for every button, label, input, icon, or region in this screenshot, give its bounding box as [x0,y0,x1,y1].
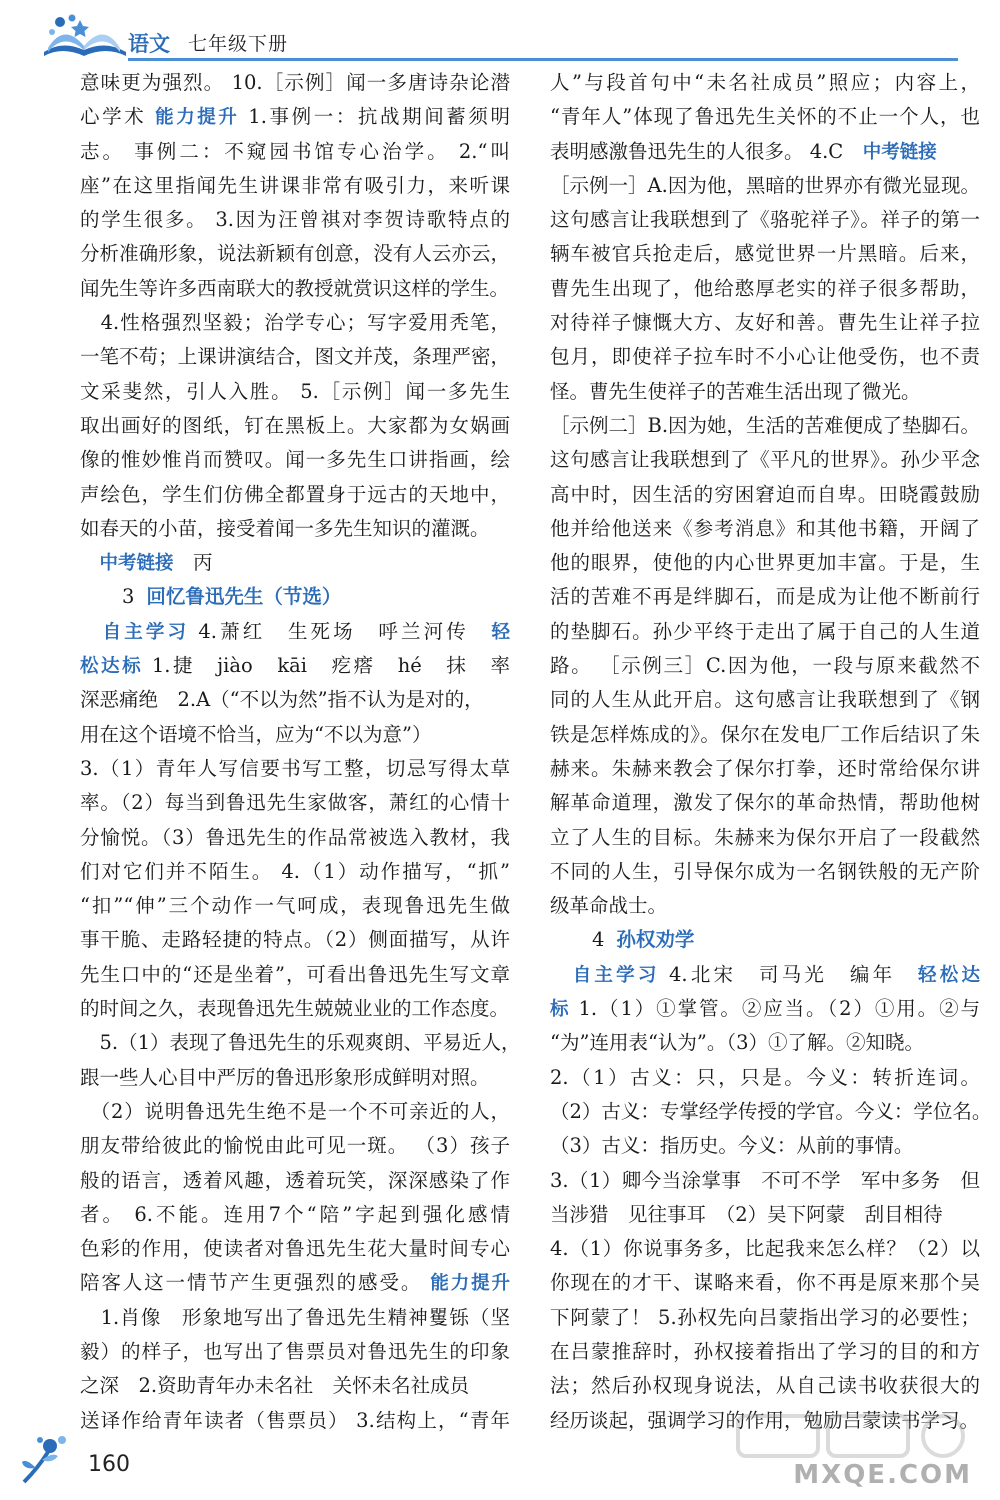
line-text: 1.事例一：抗战期间蓄须明 [239,105,510,129]
line-text [80,551,100,574]
line-text: 铁是怎样炼成的》。保尔在发电厂工作后结识了朱 [550,722,980,746]
line-text: 他并给他送来《参考消息》和其他书籍，开阔了 [550,516,980,540]
text-line [80,1095,510,1129]
text-line [80,135,510,169]
section-keyword: 标 [550,999,571,1021]
line-text: 一笔不苟；上课讲演结合，图文并茂，条理严密， [80,345,510,369]
text-line [550,1232,980,1266]
line-text: 同的人生从此开启。这句感言让我联想到了《钢 [550,688,980,712]
text-line [550,100,980,134]
text-line [550,66,980,100]
text-line [80,1232,510,1266]
line-text: 5.（1）表现了鲁迅先生的乐观爽朗、平易近人， [80,1031,521,1055]
text-line [550,855,980,889]
section-number: 4 [592,928,605,952]
text-line [80,992,510,1026]
text-line [550,409,980,443]
text-line [550,889,980,923]
line-text: 如春天的小苗，接受着闻一多先生知识的灌溉。 [80,516,490,540]
line-text: 陪客人这一情节产生更强烈的感受。 [80,1271,431,1295]
line-text: 色彩的作用，使读者对鲁迅先生花大量时间专心 [80,1237,510,1261]
line-text: 座”在这里指闻先生讲课非常有吸引力，来听课 [80,173,510,197]
line-text: 分析准确形象，说法新颖有创意，没有人云亦云， [80,242,510,266]
text-line [80,649,510,683]
page-header [40,12,980,60]
line-text: “为”连用表“认为”。（3）①了解。②知晓。 [550,1031,925,1055]
line-text: 4.萧红 生死场 呼兰河传 [189,619,492,643]
line-text: （3）古义：指历史。今义：从前的事情。 [550,1134,914,1158]
line-text: 3.（1）青年人写信要书写工整，切忌写得太草 [80,756,510,780]
text-line [80,889,510,923]
flower-decoration-icon [18,1418,88,1488]
line-text: （2）说明鲁迅先生绝不是一个不可亲近的人， [80,1099,510,1123]
text-line [80,306,510,340]
section-title [550,923,980,957]
text-line [550,718,980,752]
text-line [80,512,510,546]
text-line [80,409,510,443]
line-text: 路。 ［示例三］C.因为他，一段与原来截然不 [550,654,980,678]
line-text: 4.性格强烈坚毅；治学专心；写字爱用秃笔， [80,311,510,335]
text-line [80,478,510,512]
section-keyword: 自主学习 [102,621,190,643]
text-line [550,786,980,820]
line-text: 怪。曹先生使祥子的苦难生活出现了微光。 [550,379,921,403]
line-text: 经历谈起，强调学习的作用，勉励吕蒙读书学习。 [550,1408,980,1432]
text-line [80,546,510,580]
section-number: 3 [122,585,135,609]
text-line [80,1301,510,1335]
line-text: 像的惟妙惟肖而赞叹。闻一多先生口讲指画，绘 [80,448,510,472]
line-text: 3.（1）卿今当涂掌事 不可不学 军中多务 但 [550,1168,980,1192]
text-line [550,992,980,1026]
line-text: 不同的人生，引导保尔成为一名钢铁般的无产阶 [550,859,980,883]
line-text: ［示例二］B.因为她，生活的苦难便成了垫脚石。 [550,413,981,437]
text-line [550,1061,980,1095]
line-text: 的时间之久，表现鲁迅先生兢兢业业的工作态度。 [80,997,510,1021]
section-keyword: 中考链接 [99,553,174,575]
line-text: 送译作给青年读者（售票员） 3.结构上，“青年 [80,1408,510,1432]
watermark-text: MXQE.COM [793,1460,972,1490]
line-text: 人”与段首句中“未名社成员”照应；内容上， [550,71,980,94]
text-line [80,1198,510,1232]
text-line [550,683,980,717]
line-text: 赫来。朱赫来教会了保尔打拳，还时常给保尔讲 [550,756,980,780]
text-line [80,1335,510,1369]
line-text: （2）古义：专掌经学传授的学官。今义：学位名。 [550,1099,992,1123]
text-line [80,443,510,477]
line-text: 用在这个语境不恰当，应为“不以为意”） [80,722,432,746]
text-line [550,1129,980,1163]
line-text: 当涉猎 见往事耳 （2）吴下阿蒙 刮目相待 [550,1202,943,1226]
line-text: 率。（2）每当到鲁迅先生家做客，萧红的心情十 [80,791,510,815]
line-text: 们对它们并不陌生。 4.（1）动作描写，“抓” [80,859,510,883]
text-line [80,718,510,752]
text-line [550,1335,980,1369]
line-text: 丙 [173,551,213,575]
text-line [550,478,980,512]
text-line [550,649,980,683]
text-line [80,1404,510,1438]
text-line [550,340,980,374]
line-text: 4.北宋 司马光 编年 [659,962,919,986]
text-line [550,546,980,580]
text-line [550,752,980,786]
line-text: 朋友带给彼此的愉悦由此可见一斑。 （3）孩子 [80,1134,510,1158]
text-line [80,1164,510,1198]
text-line [80,1369,510,1403]
text-line [80,237,510,271]
line-text: 1.捷 jiào kāi 疙瘩 hé 抹 率 [143,654,510,678]
line-text: 包月，即使祥子拉车时不小心让他受伤，也不责 [550,345,980,369]
text-line [80,1266,510,1300]
text-line [550,580,980,614]
line-text: 法；然后孙权现身说法，从自己读书收获很大的 [550,1374,980,1398]
line-text: “扣”“伸”三个动作一气呵成，表现鲁迅先生做 [80,894,510,918]
section-keyword: 轻 [491,621,510,643]
line-text [550,963,573,986]
text-line [80,1026,521,1060]
line-text: 取出画好的图纸，钉在黑板上。大家都为女娲画 [80,413,510,437]
line-text: “青年人”体现了鲁迅先生关怀的不止一个人，也 [550,105,980,129]
text-line [80,958,510,992]
line-text: 表明感激鲁迅先生的人很多。 4.C [550,139,863,163]
line-text: 志。 事例二：不窥园书馆专心治学。 2.“叫 [80,139,510,163]
right-column [550,66,992,1438]
text-line [80,1129,510,1163]
line-text: 的垫脚石。孙少平终于走出了属于自己的人生道 [550,619,980,643]
text-line [80,855,510,889]
text-line [80,66,510,100]
text-line [550,1164,980,1198]
section-title [80,580,510,614]
text-line [550,1026,980,1060]
text-line [550,615,980,649]
text-line [550,1095,992,1129]
line-text: 之深 2.资助青年办未名社 关怀未名社成员 [80,1374,470,1398]
left-column [80,66,521,1438]
text-line [550,821,980,855]
section-keyword: 松达标 [80,656,144,678]
line-text: 跟一些人心目中严厉的鲁迅形象形成鲜明对照。 [80,1065,490,1089]
line-text: 这句感言让我联想到了《平凡的世界》。孙少平念 [550,448,980,472]
line-text: 深恶痛绝 2.A（“不以为然”指不认为是对的， [80,688,484,712]
line-text: 你现在的才干、谋略来看，你不再是原来那个吴 [550,1271,980,1295]
text-line [80,272,510,306]
text-line [80,923,510,957]
text-line [550,1301,980,1335]
section-keyword: 能力提升 [155,107,240,129]
text-line [80,100,510,134]
text-line [80,1061,510,1095]
text-line [80,683,510,717]
line-text: 辆车被官兵抢走后，感觉世界一片黑暗。后来， [550,242,980,266]
text-line [550,375,980,409]
line-text: ［示例一］A.因为他，黑暗的世界亦有微光显现。 [550,173,980,197]
line-text: 活的苦难不再是绊脚石，而是成为让他不断前行 [550,585,980,609]
text-line [550,135,980,169]
line-text: 高中时，因生活的穷困窘迫而自卑。田晓霞鼓励 [550,482,980,506]
text-line [550,958,980,992]
text-line [550,443,980,477]
section-title-text: 回忆鲁迅先生（节选） [146,585,342,609]
text-line [550,512,980,546]
subject-label: 语文 [128,32,170,56]
line-text: 对待祥子慷慨大方、友好和善。曹先生让祥子拉 [550,311,980,335]
line-text: 事干脆、走路轻捷的特点。（2）侧面描写，从许 [80,928,510,952]
section-keyword: 轻松达 [918,964,980,986]
line-text: 级革命战士。 [550,894,668,918]
line-text [80,620,103,643]
text-line [550,1198,980,1232]
open-book-logo-icon [40,12,130,58]
text-line [80,169,510,203]
line-text: 解革命道理，激发了保尔的革命热情，帮助他树 [550,791,980,815]
line-text: 1.（1）①掌管。②应当。（2）①用。②与 [570,997,980,1021]
text-line [550,272,980,306]
line-text: 下阿蒙了！ 5.孙权先向吕蒙指出学习的必要性； [550,1305,980,1329]
line-text: 1.肖像 形象地写出了鲁迅先生精神矍铄（坚 [80,1305,510,1329]
section-keyword: 中考链接 [862,141,937,163]
text-line [80,615,510,649]
line-text: 曹先生出现了，他给憨厚老实的祥子很多帮助， [550,276,980,300]
text-line [80,786,510,820]
text-line [80,752,510,786]
text-line [80,821,510,855]
line-text: 意味更为强烈。 10.［示例］闻一多唐诗杂论潜 [80,71,510,94]
line-text: 的学生很多。 3.因为汪曾祺对李贺诗歌特点的 [80,208,510,232]
text-line [550,1266,980,1300]
line-text: 闻先生等许多西南联大的教授就赏识这样的学生。 [80,276,510,300]
text-line [550,1369,980,1403]
grade-label: 七年级下册 [188,33,289,55]
section-title-text: 孙权劝学 [616,928,695,952]
header-rule [128,58,958,61]
section-keyword: 自主学习 [572,964,660,986]
text-line [550,169,980,203]
text-line [80,340,510,374]
text-line [550,203,980,237]
page-number: 160 [88,1452,130,1477]
line-text: 2.（1）古义：只，只是。今义：转折连词。 [550,1065,980,1089]
line-text: 者。 6.不能。连用7个“陪”字起到强化感情 [80,1202,510,1226]
line-text: 4.（1）你说事务多，比起我来怎么样？（2）以 [550,1237,980,1261]
line-text: 他的眼界，使他的内心世界更加丰富。于是，生 [550,551,980,575]
line-text: 这句感言让我联想到了《骆驼祥子》。祥子的第一 [550,208,980,232]
line-text: 文采斐然，引人入胜。 5.［示例］闻一多先生 [80,379,510,403]
line-text: 般的语言，透着风趣，透着玩笑，深深感染了作 [80,1168,510,1192]
line-text: 先生口中的“还是坐着”，可看出鲁迅先生写文章 [80,962,510,986]
line-text: 分愉悦。（3）鲁迅先生的作品常被选入教材，我 [80,825,510,849]
text-line [550,237,980,271]
text-line [80,375,510,409]
text-line [550,306,980,340]
line-text: 在吕蒙推辞时，孙权接着指出了学习的目的和方 [550,1339,980,1363]
line-text: 心学术 [80,105,156,129]
line-text: 声绘色，学生们仿佛全都置身于远古的天地中， [80,482,510,506]
text-line [80,203,510,237]
line-text: 立了人生的目标。朱赫来为保尔开启了一段截然 [550,825,980,849]
section-keyword: 能力提升 [430,1273,510,1295]
line-text: 毅）的样子，也写出了售票员对鲁迅先生的印象 [80,1339,510,1363]
